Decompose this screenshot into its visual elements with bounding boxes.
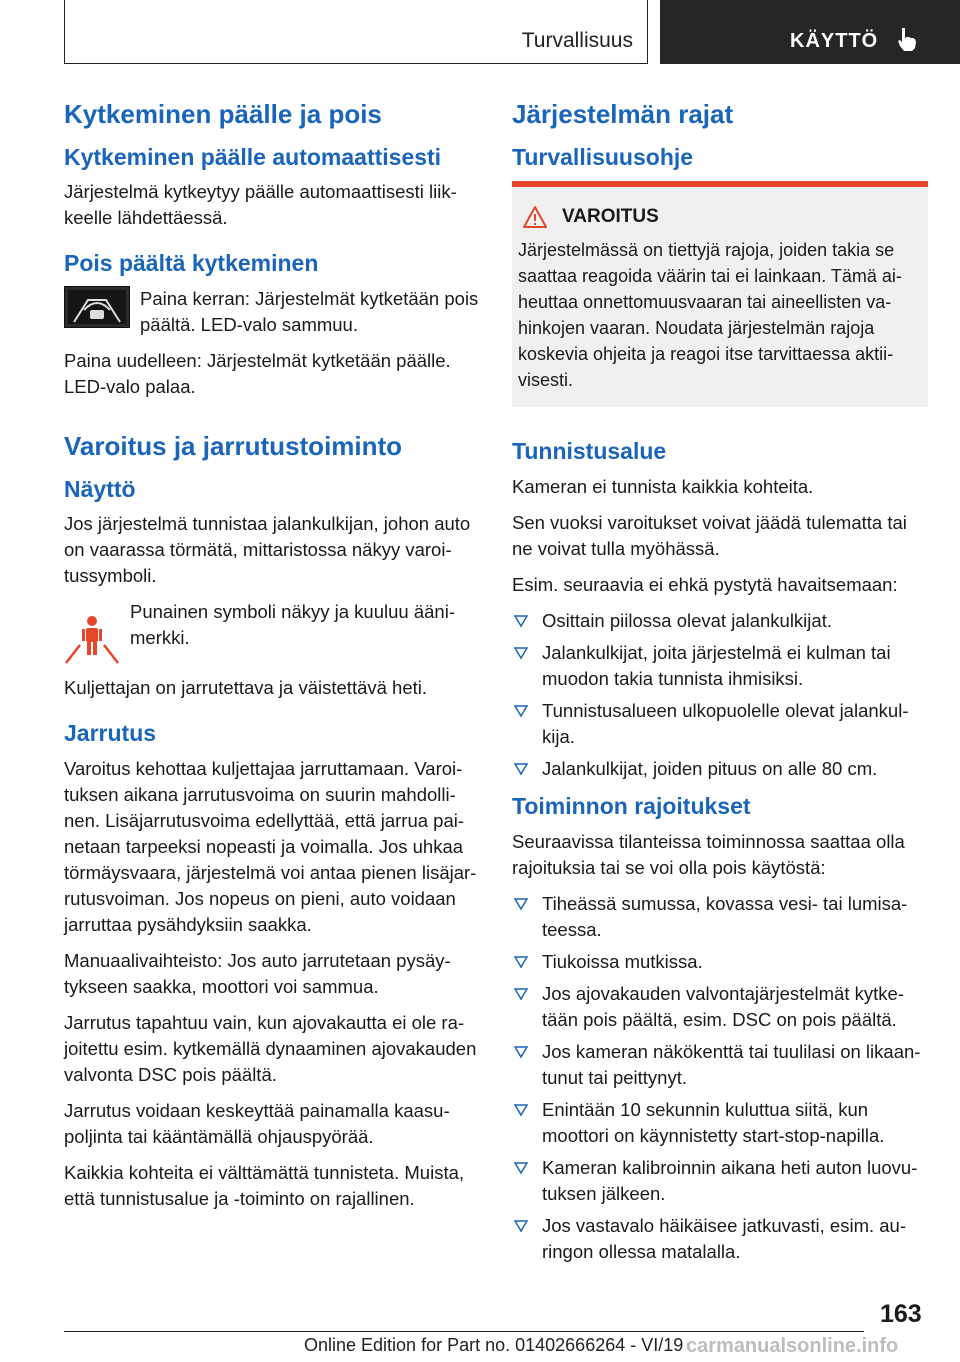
list-item: Osittain piilossa olevat jalankulkijat.	[512, 608, 928, 634]
left-column	[64, 98, 480, 1222]
paragraph-red-symbol: Punainen symboli näkyy ja kuuluu äänimerkki.	[130, 601, 455, 649]
paragraph-display: Jos järjestelmä tunnistaa jalankulkijan, johon auto on vaarassa törmätä, mittaristossa näkyy varoitussymboli.	[64, 513, 471, 587]
heading-safety-note: Turvallisuusohje	[512, 143, 694, 170]
list-item: Kameran kalibroinnin aikana heti auton luovutuksen jälkeen.	[512, 1155, 928, 1207]
heading-auto-on: Kytkeminen päälle automaattisesti	[64, 143, 442, 170]
triangle-bullet-icon	[514, 1103, 528, 1117]
pedestrian-warning-icon	[64, 609, 120, 665]
list-item: Tiukoissa mutkissa.	[512, 949, 928, 975]
list-item: Tiheässä sumussa, kovassa vesi- tai lumisateessa.	[512, 891, 928, 943]
paragraph-press-again: Paina uudelleen: Järjestelmät kytketään päälle. LED-valo palaa.	[64, 350, 451, 397]
assist-button-icon	[64, 286, 130, 328]
list-item: Jalankulkijat, joiden pituus on alle 80 cm.	[512, 756, 928, 782]
hand-pointing-icon	[894, 26, 920, 52]
page-number: 163	[880, 1300, 922, 1328]
triangle-bullet-icon	[514, 646, 528, 660]
paragraph-brake-3: Jarrutus tapahtuu vain, kun ajovakautta ei ole rajoitettu esim. kytkemällä dynaaminen ajovakauden valvonta DSC pois päältä.	[64, 1012, 477, 1085]
triangle-bullet-icon	[514, 704, 528, 718]
heading-braking: Jarrutus	[64, 720, 157, 747]
triangle-bullet-icon	[514, 987, 528, 1001]
list-item: Jalankulkijat, joita järjestelmä ei kulman tai muodon takia tunnista ihmisiksi.	[512, 640, 928, 692]
header-chapter-box	[660, 0, 960, 64]
paragraph-restrictions: Seuraavissa tilanteissa toiminnossa saattaa olla rajoituksia tai se voi olla pois käytöstä:	[512, 830, 905, 878]
warning-triangle-icon	[522, 205, 548, 229]
switch-off-row	[64, 286, 480, 338]
footer-edition: Online Edition for Part no. 01402666264 - VI/19	[304, 1335, 684, 1355]
paragraph-driver: Kuljettajan on jarrutettava ja väistettävä heti.	[64, 677, 428, 699]
red-symbol-row	[64, 599, 480, 665]
triangle-bullet-icon	[514, 897, 528, 911]
list-item: Tunnistusalueen ulkopuolelle olevat jalankulkija.	[512, 698, 928, 750]
triangle-bullet-icon	[514, 1219, 528, 1233]
paragraph-brake-5: Kaikkia kohteita ei välttämättä tunnisteta. Muista, että tunnistusalue ja -toiminto on rajallinen.	[64, 1162, 465, 1209]
header-section-title: Turvallisuus	[521, 29, 633, 52]
heading-switch-off: Pois päältä kytkeminen	[64, 250, 319, 277]
heading-detection-area: Tunnistusalue	[512, 438, 667, 465]
list-item: Jos kameran näkökenttä tai tuulilasi on likaantunut tai peittynyt.	[512, 1039, 928, 1091]
paragraph-detection-3: Esim. seuraavia ei ehkä pystytä havaitsemaan:	[512, 574, 898, 595]
list-item: Jos ajovakauden valvontajärjestelmät kytketään pois päältä, esim. DSC on pois päältä.	[512, 981, 928, 1033]
heading-warning-braking: Varoitus ja jarrutustoiminto	[64, 431, 403, 461]
footer-divider	[64, 1331, 864, 1332]
paragraph-brake-4: Jarrutus voidaan keskeyttää painamalla kaasupoljinta tai kääntämällä ohjauspyörää.	[64, 1100, 450, 1147]
heading-function-restrictions: Toiminnon rajoitukset	[512, 793, 751, 819]
header-section-box	[64, 0, 648, 64]
heading-switch: Kytkeminen päälle ja pois	[64, 99, 382, 129]
watermark-text: carmanualsonline.info	[686, 1335, 899, 1357]
paragraph-brake-2: Manuaalivaihteisto: Jos auto jarrutetaan pysäytykseen saakka, moottori voi sammua.	[64, 950, 451, 997]
warning-box	[512, 181, 928, 407]
warning-header	[518, 205, 922, 229]
list-item: Enintään 10 sekunnin kuluttua siitä, kun moottori on käynnistetty start-stop-napilla.	[512, 1097, 928, 1149]
warning-text: Järjestelmässä on tiettyjä rajoja, joiden takia se saattaa reagoida väärin tai ei lainkaan. Tämä aiheuttaa onnettomuusvaaran tai aineellisten vahinkojen vaaran. Noudata järjestelmän rajoja koskevia ohjeita ja reagoi itse tarvittaessa aktiivisesti.	[518, 240, 902, 391]
heading-display: Näyttö	[64, 475, 136, 502]
paragraph-brake-1: Varoitus kehottaa kuljettajaa jarruttamaan. Varoituksen aikana jarrutusvoima on suurin mahdollinen. Lisäjarrutusvoima edellyttää, että jarrua painetaan tarpeeksi nopeasti ja voimalla. Jos uhkaa törmäysvaara, järjestelmä voi antaa pienen lisäjarrutusvoiman. Jos nopeus on pieni, auto voidaan jarruttaa pysähdyksiin saakka.	[64, 758, 477, 935]
triangle-bullet-icon	[514, 614, 528, 628]
triangle-bullet-icon	[514, 1045, 528, 1059]
restrictions-list	[512, 891, 928, 1265]
triangle-bullet-icon	[514, 762, 528, 776]
warning-title: VAROITUS	[562, 206, 659, 228]
heading-system-limits: Järjestelmän rajat	[512, 99, 734, 129]
triangle-bullet-icon	[514, 955, 528, 969]
detection-list	[512, 608, 928, 782]
paragraph-detection-2: Sen vuoksi varoitukset voivat jäädä tulematta tai ne voivat tulla myöhässä.	[512, 512, 907, 559]
triangle-bullet-icon	[514, 1161, 528, 1175]
right-column	[512, 98, 928, 1275]
header-chapter-title: KÄYTTÖ	[790, 30, 879, 52]
paragraph-detection-1: Kameran ei tunnista kaikkia kohteita.	[512, 476, 814, 497]
list-item: Jos vastavalo häikäisee jatkuvasti, esim. auringon ollessa matalalla.	[512, 1213, 928, 1265]
paragraph-press-once: Paina kerran: Järjestelmät kytketään pois päältä. LED-valo sammuu.	[140, 288, 479, 335]
paragraph-auto-on: Järjestelmä kytkeytyy päälle automaattisesti liikkeelle lähdettäessä.	[64, 181, 457, 229]
